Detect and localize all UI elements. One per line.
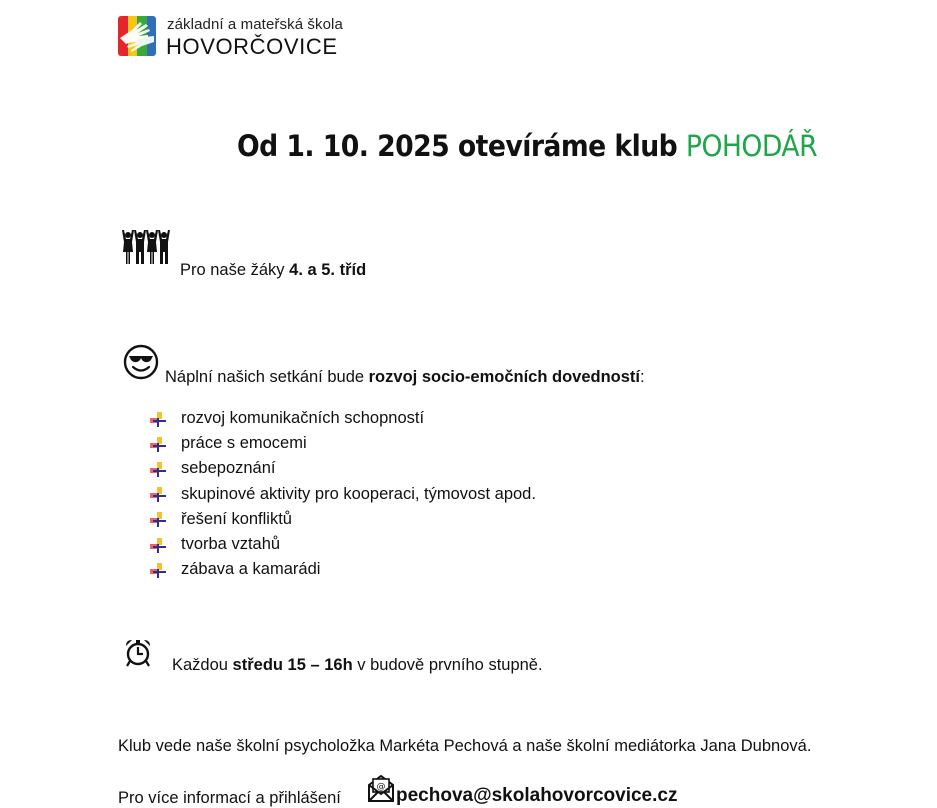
logo-school-name: HOVORČOVICE: [166, 34, 338, 59]
list-item: [150, 482, 536, 507]
schedule-text: Každou: [172, 656, 233, 674]
sunglasses-smiley-icon: [123, 344, 159, 380]
group-of-people-icon: [122, 230, 172, 266]
colored-arrow-bullet-icon: [150, 461, 167, 477]
list-item: [150, 456, 536, 481]
list-item: [150, 406, 536, 431]
schedule-location: v budově prvního stupně.: [352, 656, 543, 674]
content-text: Náplní našich setkání bude: [165, 368, 369, 386]
list-item-label: práce s emocemi: [181, 434, 307, 453]
list-item-label: skupinové aktivity pro kooperaci, týmovost apod.: [181, 484, 536, 503]
target-group-text: Pro naše žáky: [180, 261, 290, 279]
list-item-label: tvorba vztahů: [181, 535, 281, 554]
colored-arrow-bullet-icon: [150, 486, 167, 502]
svg-text:@: @: [376, 782, 386, 792]
schedule-line: [172, 656, 543, 675]
schedule-time: středu 15 – 16h: [232, 656, 353, 674]
leaders-line: Klub vede naše školní psycholožka Markéta Pechová a naše školní mediátorka Jana Dubnová.: [118, 737, 812, 755]
list-item: [150, 557, 536, 582]
target-group-line: [180, 261, 366, 280]
alarm-clock-icon: [124, 638, 152, 668]
list-item-label: řešení konfliktů: [181, 509, 292, 528]
colored-arrow-bullet-icon: [150, 511, 167, 527]
list-item-label: sebepoznání: [181, 459, 276, 478]
list-item: [150, 532, 536, 557]
contact-label: Pro více informací a přihlášení: [118, 789, 341, 807]
content-line: [165, 368, 645, 387]
page-title-text: Od 1. 10. 2025 otevíráme klub: [237, 129, 686, 163]
list-item: [150, 507, 536, 532]
school-logo: [118, 16, 156, 56]
content-suffix: :: [640, 368, 645, 386]
content-focus: rozvoj socio-emočních dovedností: [368, 368, 641, 386]
list-item: [150, 431, 536, 456]
page-title: [237, 129, 817, 163]
colored-arrow-bullet-icon: [150, 537, 167, 553]
list-item-label: rozvoj komunikačních schopností: [181, 409, 425, 428]
colored-arrow-bullet-icon: [150, 411, 167, 427]
email-link[interactable]: pechova@skolahovorcovice.cz: [396, 785, 678, 806]
colored-arrow-bullet-icon: [150, 436, 167, 452]
target-group-grades: 4. a 5. tříd: [289, 261, 367, 279]
logo-subtitle: základní a mateřská škola: [167, 16, 343, 33]
list-item-label: zábava a kamarádi: [181, 560, 321, 579]
club-name: POHODÁŘ: [685, 129, 818, 163]
open-envelope-email-icon: [367, 773, 395, 803]
colored-arrow-bullet-icon: [150, 562, 167, 578]
topics-list: [150, 406, 536, 582]
hands-icon: [118, 16, 156, 56]
